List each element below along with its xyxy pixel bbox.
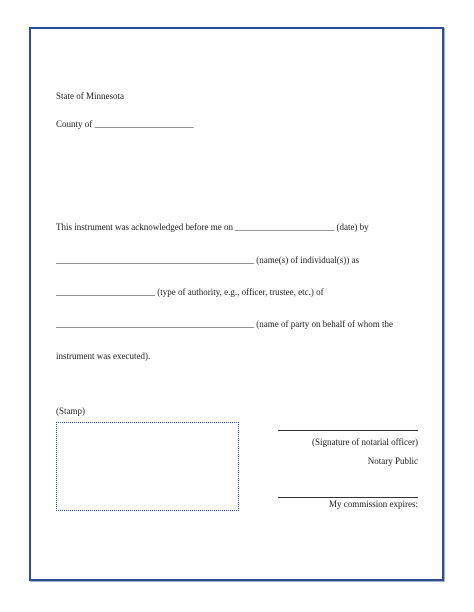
signature-label: (Signature of notarial officer) — [311, 437, 418, 447]
party-line: ____________________________________________ (name of party on behalf of whom the — [56, 319, 393, 329]
commission-label: My commission expires: — [329, 499, 418, 509]
county-line: County of ______________________ — [56, 119, 194, 129]
acknowledgment-line: This instrument was acknowledged before me on ______________________ (date) by — [56, 222, 369, 232]
notary-title: Notary Public — [367, 456, 418, 466]
stamp-label: (Stamp) — [56, 406, 85, 416]
state-line: State of Minnesota — [56, 91, 124, 101]
stamp-box — [56, 422, 239, 511]
signature-line — [278, 430, 418, 431]
individuals-line: ____________________________________________ (name(s) of individual(s)) as — [56, 255, 359, 265]
authority-line: ______________________ (type of authority, e.g., officer, trustee, etc.) of — [56, 287, 324, 297]
executed-line: instrument was executed). — [56, 351, 151, 361]
commission-line — [278, 497, 418, 498]
